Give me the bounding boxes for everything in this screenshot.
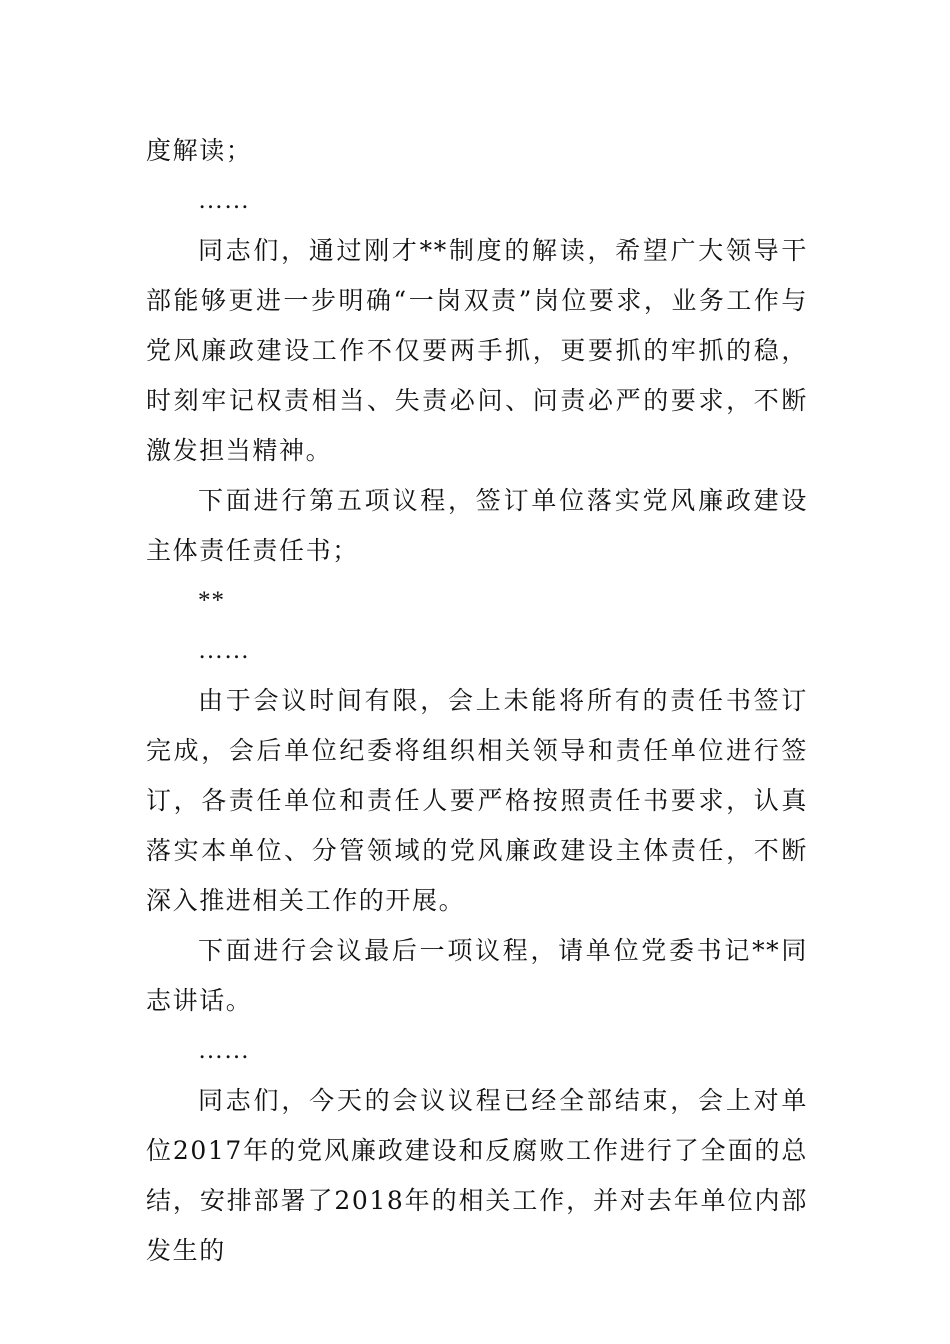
paragraph-final-agenda: 下面进行会议最后一项议程，请单位党委书记**同志讲话。: [146, 936, 808, 1015]
document-body: [146, 126, 808, 1276]
ellipsis-line: ……: [198, 187, 250, 214]
paragraph-continuation: 度解读；: [146, 136, 253, 165]
ellipsis-line: ……: [198, 1037, 250, 1064]
paragraph-signing-time-limited: 由于会议时间有限，会上未能将所有的责任书签订完成，会后单位纪委将组织相关领导和责任单位进行签订，各责任单位和责任人要严格按照责任书要求，认真落实本单位、分管领域的党风廉政建设主体责任，不断深入推进相关工作的开展。: [146, 686, 808, 915]
ellipsis-line: ……: [198, 637, 250, 664]
paragraph-fifth-agenda: 下面进行第五项议程，签订单位落实党风廉政建设主体责任责任书；: [146, 486, 808, 565]
placeholder-line: **: [198, 587, 225, 614]
paragraph-comrades-interpretation: 同志们，通过刚才**制度的解读，希望广大领导干部能够更进一步明确“一岗双责”岗位要求，业务工作与党风廉政建设工作不仅要两手抓，更要抓的牢抓的稳，时刻牢记权责相当、失责必问、问责必严的要求，不断激发担当精神。: [146, 236, 808, 465]
paragraph-meeting-concluded: 同志们，今天的会议议程已经全部结束，会上对单位2017年的党风廉政建设和反腐败工作进行了全面的总结，安排部署了2018年的相关工作，并对去年单位内部发生的: [146, 1086, 808, 1265]
